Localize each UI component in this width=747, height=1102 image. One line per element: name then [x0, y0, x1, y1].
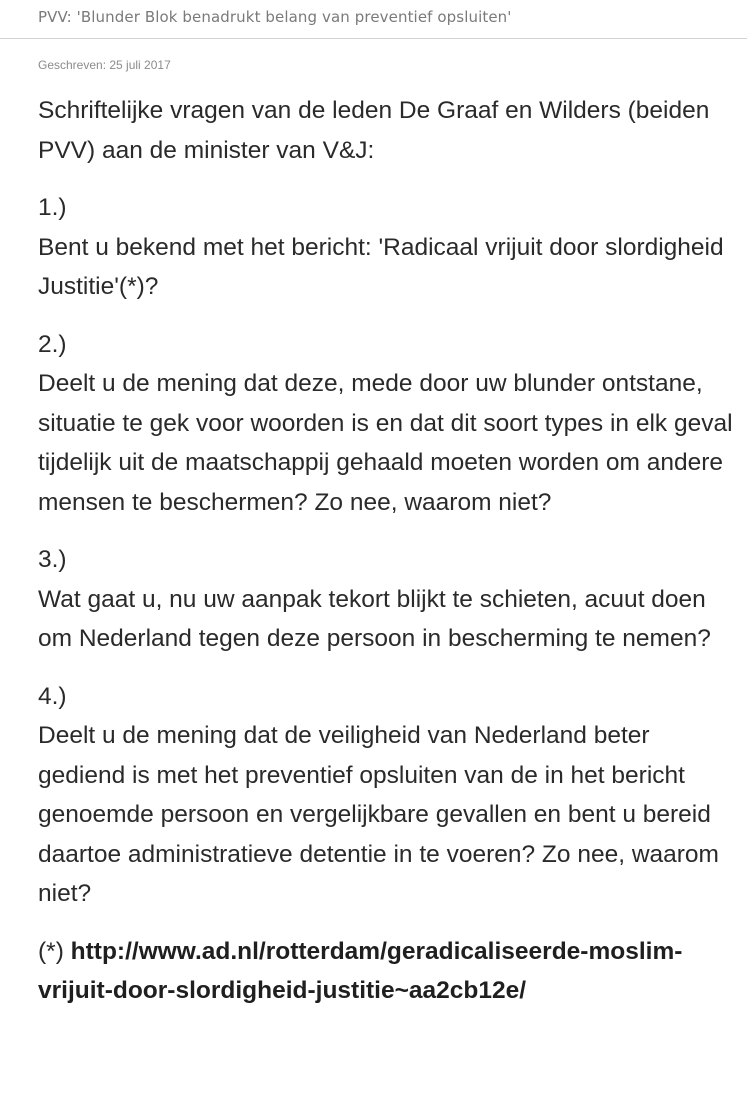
footnote: [38, 932, 738, 1011]
question-4: [38, 677, 738, 914]
question-number: 4.): [38, 682, 67, 710]
question-text: Deelt u de mening dat deze, mede door uw blunder ontstane, situatie te gek voor woorden is en dat dit soort types in elk geval tijdelijk uit de maatschappij gehaald moeten worden om andere mensen te beschermen? Zo nee, waarom niet?: [38, 370, 733, 516]
intro-paragraph: Schriftelijke vragen van de leden De Graaf en Wilders (beiden PVV) aan de minister van V&J:: [38, 97, 710, 164]
question-number: 2.): [38, 330, 67, 358]
question-number: 3.): [38, 546, 67, 573]
question-text: Bent u bekend met het bericht: 'Radicaal vrijuit door slordigheid Justitie'(*)?: [38, 233, 724, 300]
article-title: PVV: 'Blunder Blok benadrukt belang van preventief opsluiten': [38, 8, 512, 26]
question-3: [38, 540, 738, 659]
question-text: Deelt u de mening dat de veiligheid van Nederland beter gediend is met het preventief opsluiten van de in het bericht genoemde persoon en vergelijkbare gevallen en bent u bereid daartoe administratieve detentie in te voeren? Zo nee, waarom niet?: [38, 722, 719, 907]
article-body: [38, 91, 738, 1029]
question-1: [38, 188, 738, 307]
question-number: 1.): [38, 194, 67, 221]
title-divider: [0, 38, 747, 39]
publish-date: Geschreven: 25 juli 2017: [38, 58, 171, 72]
question-text: Wat gaat u, nu uw aanpak tekort blijkt te schieten, acuut doen om Nederland tegen deze persoon in bescherming te nemen?: [38, 585, 711, 652]
footnote-marker: (*): [38, 937, 64, 965]
question-2: [38, 325, 738, 523]
source-link[interactable]: http://www.ad.nl/rotterdam/geradicaliseerde-moslim-vrijuit-door-slordigheid-justitie~aa2cb12e/: [38, 937, 683, 1004]
